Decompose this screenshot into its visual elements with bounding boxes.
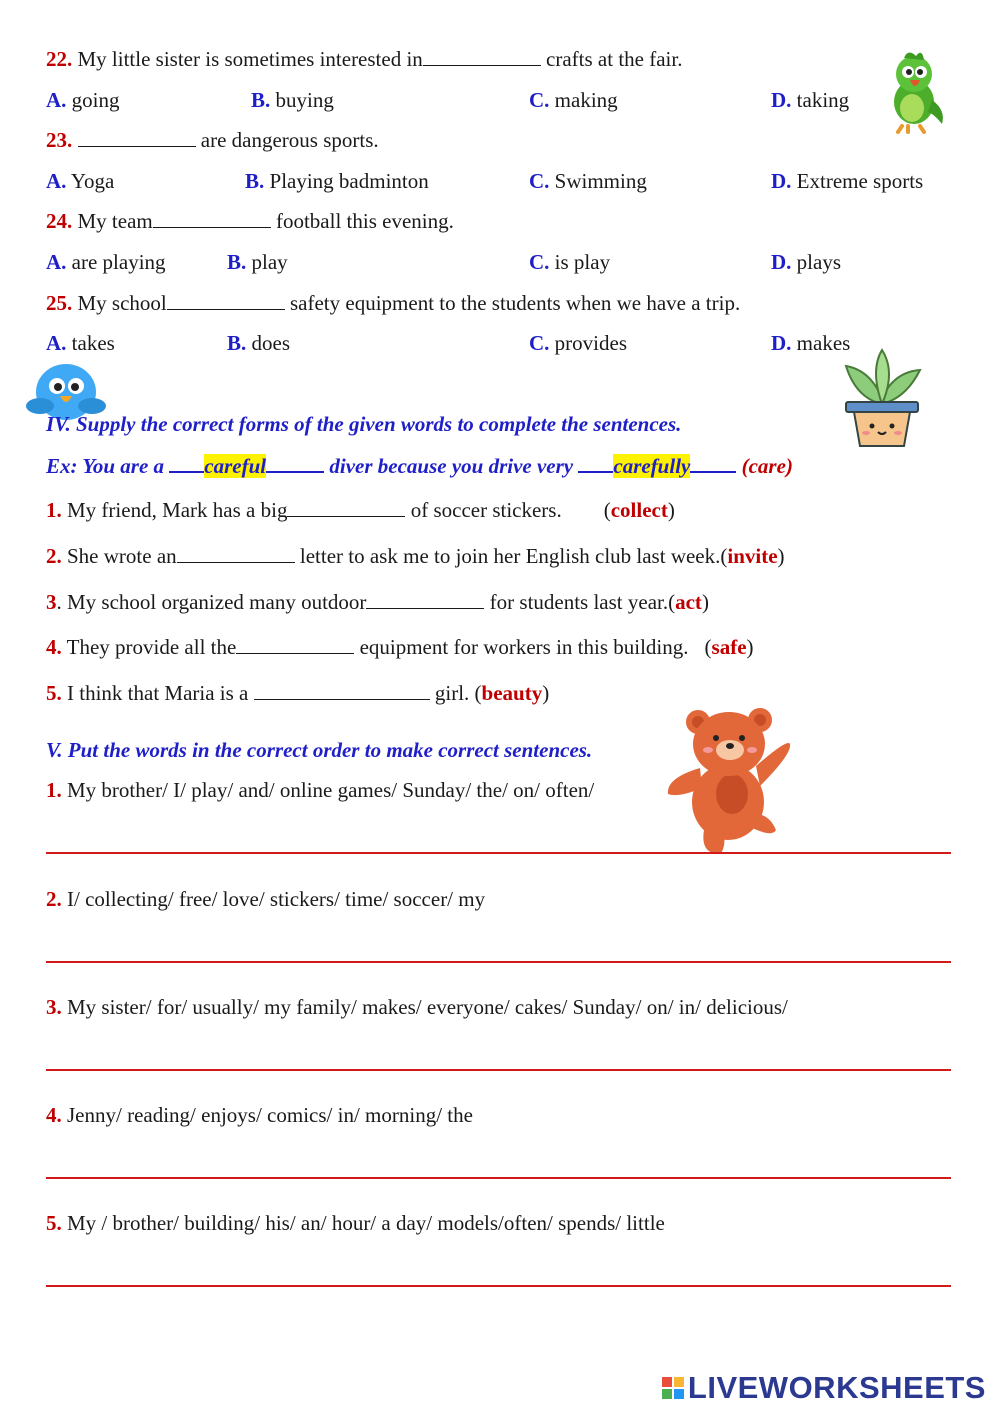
example-sentence	[46, 453, 793, 479]
answer-blank[interactable]	[236, 635, 354, 654]
example-blank	[266, 453, 324, 473]
option-letter: C.	[529, 169, 550, 193]
option-text: Swimming	[554, 169, 647, 193]
item-text: . My school organized many outdoor	[56, 590, 367, 614]
answer-blank[interactable]	[153, 209, 271, 228]
answer-line-1[interactable]	[46, 852, 951, 854]
option-text: going	[71, 88, 120, 112]
option-letter: B.	[227, 331, 247, 355]
given-word: safe	[711, 635, 747, 659]
example-text: (	[741, 454, 749, 478]
answer-blank[interactable]	[78, 128, 196, 147]
example-blank	[578, 453, 613, 473]
option-text: does	[251, 331, 291, 355]
example-blank	[169, 453, 204, 473]
question-text: My team	[77, 209, 153, 233]
answer-blank[interactable]	[423, 47, 541, 66]
option-text: buying	[275, 88, 334, 112]
option-text: are playing	[71, 250, 166, 274]
option-letter: C.	[529, 88, 550, 112]
item-text: for students last year.(	[484, 590, 676, 614]
example-answer: careful	[204, 454, 267, 478]
item-number: 2.	[46, 887, 62, 911]
item-text: of soccer stickers.	[405, 498, 562, 522]
option-d[interactable]	[771, 88, 849, 113]
liveworksheets-logo	[662, 1370, 986, 1406]
item-text: equipment for workers in this building.	[354, 635, 689, 659]
word-form-item-5	[46, 681, 549, 706]
option-b[interactable]	[251, 88, 334, 113]
word-form-item-1	[46, 498, 675, 523]
option-c[interactable]	[529, 169, 647, 194]
option-letter: C.	[529, 250, 550, 274]
option-c[interactable]	[529, 331, 627, 356]
answer-blank[interactable]	[177, 544, 295, 563]
answer-blank[interactable]	[366, 590, 484, 609]
word-form-item-4	[46, 635, 754, 660]
question-24	[46, 209, 454, 234]
word-form-item-3	[46, 590, 709, 615]
item-text: )	[777, 544, 785, 568]
scrambled-words: My brother/ I/ play/ and/ online games/ Sunday/ the/ on/ often/	[61, 778, 595, 802]
option-text: Yoga	[70, 169, 115, 193]
answer-line-4[interactable]	[46, 1177, 951, 1179]
scrambled-words: I/ collecting/ free/ love/ stickers/ time/ soccer/ my	[61, 887, 486, 911]
potted-plant-icon	[836, 348, 928, 448]
option-text: taking	[796, 88, 850, 112]
question-text: crafts at the fair.	[540, 47, 683, 71]
logo-text: LIVEWORKSHEETS	[687, 1370, 986, 1405]
option-a[interactable]	[46, 88, 120, 113]
option-text: play	[251, 250, 288, 274]
answer-blank[interactable]	[254, 681, 430, 700]
answer-blank[interactable]	[287, 498, 405, 517]
given-word: collect	[610, 498, 668, 522]
option-letter: A.	[46, 169, 67, 193]
question-number: 22.	[46, 47, 73, 71]
given-word: act	[675, 590, 702, 614]
option-letter: D.	[771, 88, 792, 112]
option-letter: B.	[251, 88, 271, 112]
option-text: making	[554, 88, 618, 112]
option-b[interactable]	[227, 331, 290, 356]
reorder-item-2	[46, 887, 485, 912]
word-form-item-2	[46, 544, 785, 569]
option-text: is play	[554, 250, 611, 274]
parrot-icon	[884, 50, 948, 134]
example-text: Ex: You are a	[46, 454, 170, 478]
option-b[interactable]	[227, 250, 288, 275]
option-d[interactable]	[771, 169, 923, 194]
option-c[interactable]	[529, 88, 618, 113]
answer-line-5[interactable]	[46, 1285, 951, 1287]
option-text: plays	[796, 250, 841, 274]
item-text: )	[542, 681, 550, 705]
answer-line-2[interactable]	[46, 961, 951, 963]
example-blank	[690, 453, 736, 473]
option-letter: A.	[46, 88, 67, 112]
reorder-item-3	[46, 995, 788, 1020]
question-text: are dangerous sports.	[195, 128, 379, 152]
item-text: )	[746, 635, 754, 659]
given-word: beauty	[481, 681, 543, 705]
item-number: 3	[46, 590, 57, 614]
option-letter: B.	[245, 169, 265, 193]
option-a[interactable]	[46, 250, 166, 275]
question-22	[46, 47, 682, 72]
scrambled-words: Jenny/ reading/ enjoys/ comics/ in/ morning/ the	[61, 1103, 473, 1127]
reorder-item-1	[46, 778, 594, 803]
item-text: )	[701, 590, 709, 614]
item-number: 5.	[46, 1211, 62, 1235]
option-letter: D.	[771, 250, 792, 274]
reorder-item-4	[46, 1103, 473, 1128]
item-number: 4.	[46, 635, 62, 659]
option-c[interactable]	[529, 250, 610, 275]
reorder-item-5	[46, 1211, 665, 1236]
question-number: 24.	[46, 209, 73, 233]
question-number: 23.	[46, 128, 73, 152]
item-text: (	[704, 635, 712, 659]
item-text: letter to ask me to join her English club last week.(	[294, 544, 728, 568]
scrambled-words: My / brother/ building/ his/ an/ hour/ a day/ models/often/ spends/ little	[61, 1211, 665, 1235]
option-text: provides	[554, 331, 627, 355]
item-number: 4.	[46, 1103, 62, 1127]
section-4-title: IV. Supply the correct forms of the given words to complete the sentences.	[46, 412, 682, 436]
item-number: 3.	[46, 995, 62, 1019]
question-number: 25.	[46, 291, 73, 315]
item-text: )	[667, 498, 675, 522]
question-text: My school	[77, 291, 167, 315]
teddy-bear-icon	[660, 698, 794, 858]
answer-line-3[interactable]	[46, 1069, 951, 1071]
option-letter: A.	[46, 331, 67, 355]
option-text: Playing badminton	[269, 169, 429, 193]
item-number: 1.	[46, 778, 62, 802]
given-word: invite	[727, 544, 778, 568]
scrambled-words: My sister/ for/ usually/ my family/ makes/ everyone/ cakes/ Sunday/ on/ in/ delicious/	[61, 995, 788, 1019]
item-text: My friend, Mark has a big	[61, 498, 288, 522]
option-text: Extreme sports	[796, 169, 924, 193]
option-letter: D.	[771, 169, 792, 193]
item-number: 5.	[46, 681, 62, 705]
answer-blank[interactable]	[167, 291, 285, 310]
option-letter: A.	[46, 250, 67, 274]
option-letter: D.	[771, 331, 792, 355]
option-text: makes	[796, 331, 851, 355]
logo-mark-icon	[662, 1377, 684, 1399]
question-text: My little sister is sometimes interested in	[77, 47, 423, 71]
item-text: (	[603, 498, 611, 522]
option-b[interactable]	[245, 169, 429, 194]
question-text: safety equipment to the students when we have a trip.	[284, 291, 741, 315]
option-letter: B.	[227, 250, 247, 274]
option-a[interactable]	[46, 331, 115, 356]
item-text: I think that Maria is a	[61, 681, 254, 705]
question-text: football this evening.	[270, 209, 454, 233]
example-text: )	[785, 454, 793, 478]
option-text: takes	[71, 331, 115, 355]
option-letter: C.	[529, 331, 550, 355]
item-number: 2.	[46, 544, 62, 568]
example-word: care	[748, 454, 786, 478]
item-number: 1.	[46, 498, 62, 522]
section-5-title: V. Put the words in the correct order to make correct sentences.	[46, 738, 593, 762]
item-text: She wrote an	[61, 544, 177, 568]
question-23	[46, 128, 379, 153]
example-answer: carefully	[613, 454, 691, 478]
question-25	[46, 291, 740, 316]
item-text: They provide all the	[61, 635, 237, 659]
item-text: girl. (	[429, 681, 482, 705]
example-text: diver because you drive very	[324, 454, 579, 478]
option-a[interactable]	[46, 169, 114, 194]
option-d[interactable]	[771, 250, 841, 275]
